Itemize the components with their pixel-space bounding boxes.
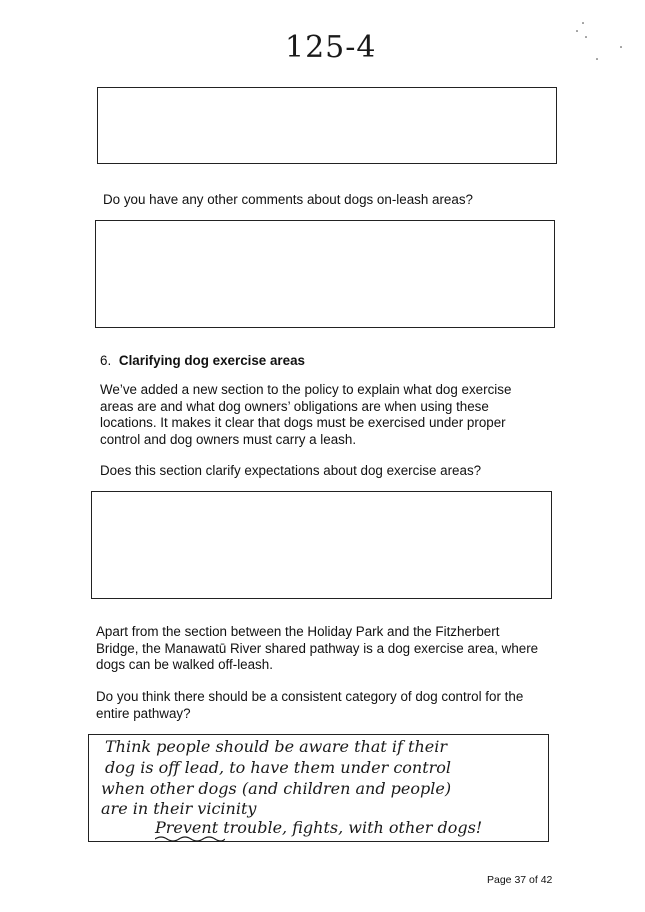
- handwritten-line-4: are in their vicinity: [101, 799, 257, 818]
- answer-box-previous[interactable]: [97, 87, 557, 164]
- section-title: Clarifying dog exercise areas: [118, 353, 305, 368]
- handwritten-line-2: dog is off lead, to have them under control: [105, 758, 452, 777]
- handwritten-line-1: Think people should be aware that if their: [105, 737, 447, 756]
- section-number: 6.: [100, 353, 112, 368]
- handwritten-line-3: when other dogs (and children and people): [101, 779, 452, 798]
- answer-box-consistent[interactable]: [88, 734, 549, 842]
- section-heading: [100, 352, 305, 369]
- page-number: Page 37 of 42: [487, 874, 553, 886]
- handwritten-squiggle-underline: [155, 835, 225, 843]
- question-clarify: Does this section clarify expectations about dog exercise areas?: [100, 463, 482, 478]
- answer-box-clarify[interactable]: [91, 491, 552, 599]
- scan-speck: [596, 58, 598, 60]
- handwritten-line-5: Prevent trouble, fights, with other dogs!: [155, 818, 483, 837]
- question-consistent: Do you think there should be a consistent category of dog control for the entire pathway?: [96, 689, 524, 721]
- section-body: We’ve added a new section to the policy to explain what dog exercise areas are and what dog owners’ obligations are when using these locations. It makes it clear that dogs must be exercised under proper control and dog owners must carry a leash.: [100, 382, 512, 447]
- scan-speck: [582, 22, 584, 24]
- pathway-text: Apart from the section between the Holiday Park and the Fitzherbert Bridge, the Manawatū River shared pathway is a dog exercise area, where dogs can be walked off-leash.: [96, 624, 539, 672]
- handwritten-reference-number: 125-4: [285, 30, 377, 65]
- question-onleash-comments: Do you have any other comments about dogs on-leash areas?: [103, 192, 473, 207]
- scan-speck: [585, 36, 587, 38]
- scan-speck: [620, 46, 622, 48]
- scan-speck: [576, 30, 578, 32]
- answer-box-onleash-comments[interactable]: [95, 220, 555, 328]
